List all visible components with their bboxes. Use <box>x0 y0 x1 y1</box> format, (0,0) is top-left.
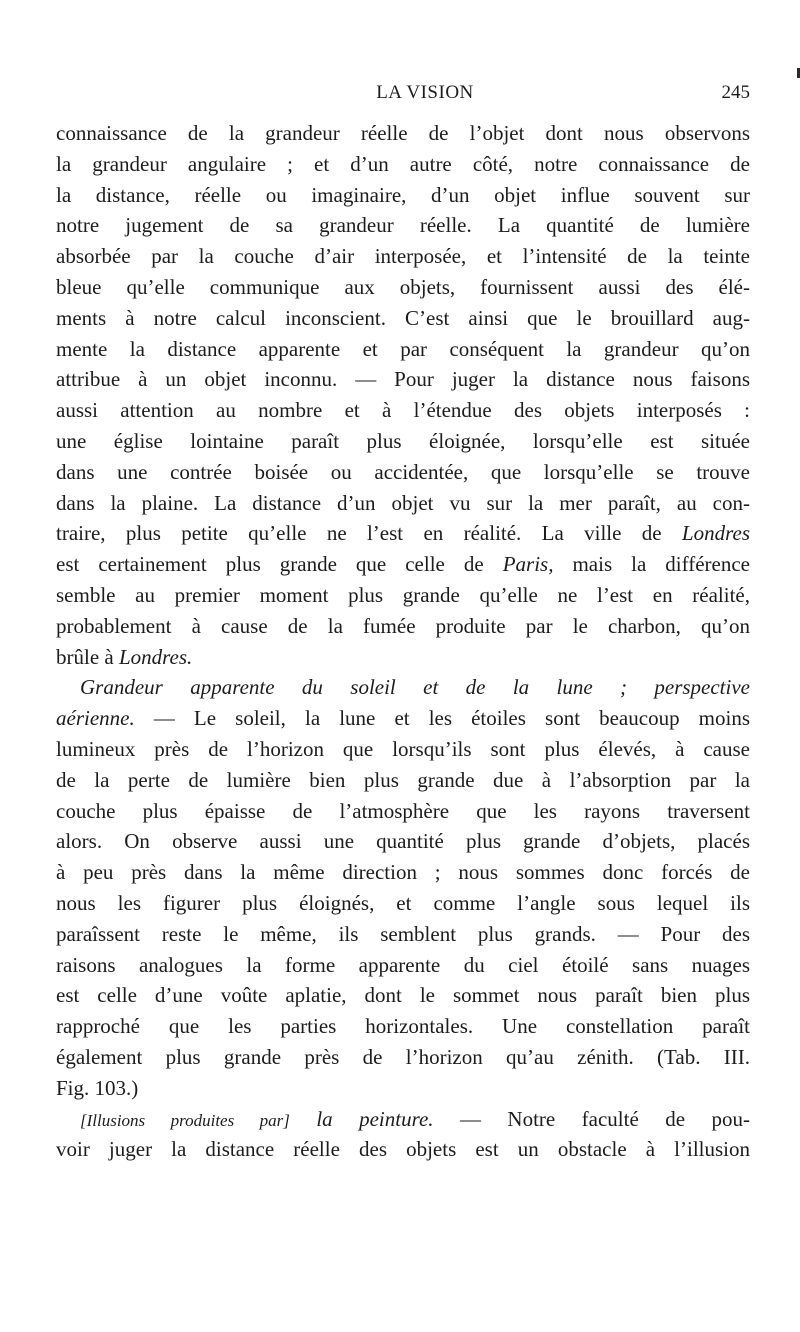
text-run: ments à notre calcul inconscient. C’est ainsi que le brouillard aug- <box>56 305 750 330</box>
text-run: bleue qu’elle communique aux objets, fournissent aussi des élé- <box>56 274 750 299</box>
text-run: — Notre faculté de pou- <box>459 1106 750 1131</box>
text-run: raisons analogues la forme apparente du ciel étoilé sans nuages <box>56 952 750 977</box>
text-run: dans la plaine. La distance d’un objet vu sur la mer paraît, au con- <box>56 490 750 515</box>
text-line <box>56 888 750 919</box>
text-run: de la perte de lumière bien plus grande due à l’absorption par la <box>56 767 750 792</box>
text-run: attribue à un objet inconnu. — Pour juger la distance nous faisons <box>56 367 750 392</box>
text-run: mais la différence <box>572 552 750 577</box>
text-run: mente la distance apparente et par conséquent la grandeur qu’on <box>56 336 750 361</box>
text-run: Londres. <box>118 644 193 669</box>
text-run: aérienne. <box>56 706 135 731</box>
text-run: alors. On observe aussi une quantité plus grande d’objets, placés <box>56 829 750 854</box>
text-run: est certainement plus grande que celle de <box>56 552 484 577</box>
text-line <box>56 980 750 1011</box>
text-line <box>56 364 750 395</box>
text-line <box>56 703 750 734</box>
page-number: 245 <box>721 82 750 103</box>
text-line <box>56 580 750 611</box>
text-line <box>56 734 750 765</box>
text-run: semble au premier moment plus grande qu’elle ne l’est en réalité, <box>56 582 750 607</box>
text-line <box>56 919 750 950</box>
text-run: est celle d’une voûte aplatie, dont le sommet nous paraît bien plus <box>56 983 750 1008</box>
text-line <box>56 426 750 457</box>
text-run: paraîssent reste le même, ils semblent plus grands. — Pour des <box>56 921 750 946</box>
text-line <box>56 1011 750 1042</box>
text-run: la peinture. <box>316 1106 434 1131</box>
text-line <box>56 149 750 180</box>
text-run: traire, plus petite qu’elle ne l’est en réalité. La ville de <box>56 521 662 546</box>
text-line <box>56 857 750 888</box>
text-run: dans une contrée boisée ou accidentée, que lorsqu’elle se trouve <box>56 459 750 484</box>
text-line <box>56 826 750 857</box>
text-run: également plus grande près de l’horizon qu’au zénith. (Tab. III. <box>56 1044 750 1069</box>
text-line <box>56 518 750 549</box>
text-line <box>56 457 750 488</box>
text-line <box>56 334 750 365</box>
text-line <box>56 611 750 642</box>
text-run: Paris, <box>502 552 554 577</box>
text-run: probablement à cause de la fumée produite par le charbon, qu’on <box>56 613 750 638</box>
text-line <box>56 765 750 796</box>
text-run: nous les figurer plus éloignés, et comme l’angle sous lequel ils <box>56 890 750 915</box>
text-run: notre jugement de sa grandeur réelle. La quantité de lumière <box>56 213 750 238</box>
text-line <box>56 1042 750 1073</box>
text-line <box>56 241 750 272</box>
text-line <box>56 672 750 703</box>
text-run: à peu près dans la même direction ; nous sommes donc forcés de <box>56 860 750 885</box>
text-line <box>56 549 750 580</box>
text-line <box>56 210 750 241</box>
text-line <box>56 118 750 149</box>
text-run: Fig. 103.) <box>56 1075 139 1100</box>
text-run: aussi attention au nombre et à l’étendue des objets interposés : <box>56 398 750 423</box>
text-line <box>56 488 750 519</box>
text-run: couche plus épaisse de l’atmosphère que les rayons traversent <box>56 798 750 823</box>
text-line <box>56 272 750 303</box>
text-line <box>56 1073 750 1104</box>
running-title: LA VISION <box>376 82 474 103</box>
text-run: connaissance de la grandeur réelle de l’objet dont nous observons <box>56 121 750 145</box>
text-run: brûle à <box>56 644 114 669</box>
page-header <box>56 82 750 108</box>
text-line <box>56 180 750 211</box>
text-run: une église lointaine paraît plus éloignée, lorsqu’elle est située <box>56 428 750 453</box>
text-run: lumineux près de l’horizon que lorsqu’ils sont plus élevés, à cause <box>56 736 750 761</box>
text-line <box>56 395 750 426</box>
text-line <box>56 1104 750 1135</box>
text-line <box>56 950 750 981</box>
text-run: Grandeur apparente du soleil et de la lune ; perspective <box>80 675 750 700</box>
text-run: Londres <box>681 521 750 546</box>
text-run: la distance, réelle ou imaginaire, d’un objet influe souvent sur <box>56 182 750 207</box>
text-run: [Illusions produites par] <box>80 1110 290 1130</box>
text-run: absorbée par la couche d’air interposée, et l’intensité de la teinte <box>56 244 750 269</box>
text-line <box>56 796 750 827</box>
text-run: rapproché que les parties horizontales. Une constellation paraît <box>56 1014 750 1039</box>
text-line <box>56 642 750 673</box>
text-run: voir juger la distance réelle des objets est un obstacle à l’illusion <box>56 1137 750 1162</box>
body-text <box>56 118 750 1165</box>
text-run: la grandeur angulaire ; et d’un autre côté, notre connaissance de <box>56 151 750 176</box>
text-line <box>56 1134 750 1165</box>
text-run: — Le soleil, la lune et les étoiles sont beaucoup moins <box>153 706 750 731</box>
text-line <box>56 303 750 334</box>
